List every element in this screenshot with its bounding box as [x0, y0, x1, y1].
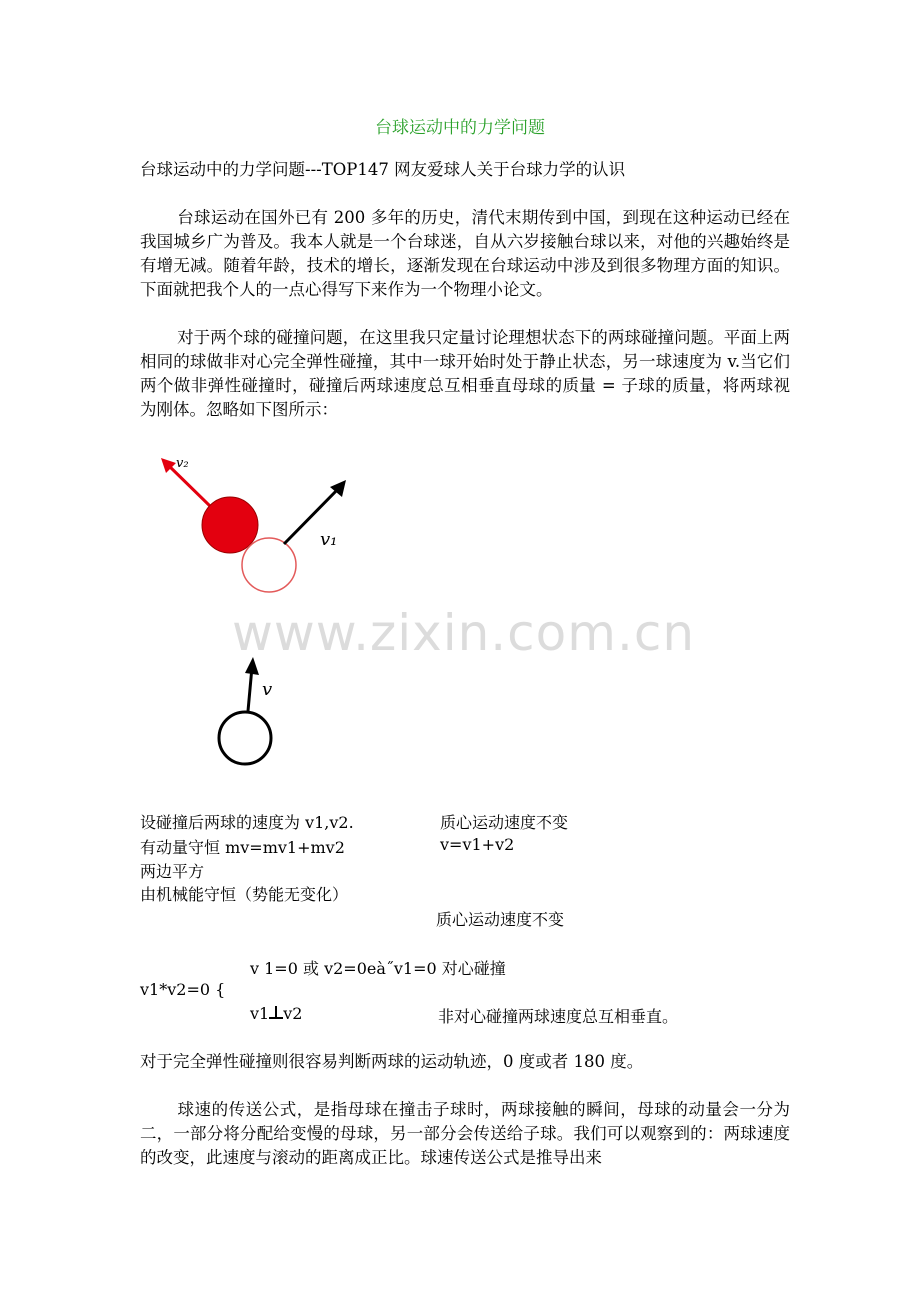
target-ball [242, 538, 296, 592]
paragraph-elastic: 对于完全弹性碰撞则很容易判断两球的运动轨迹，0 度或者 180 度。 [140, 1052, 644, 1071]
eq-case2-a: v1 [250, 1004, 270, 1023]
eq-case2-right: 非对心碰撞两球速度总互相垂直。 [438, 1007, 679, 1026]
paragraph-speed-transfer [140, 1098, 790, 1170]
eq-brace: v1*v2=0 { [140, 980, 226, 999]
perpendicular-symbol [269, 1006, 283, 1020]
paragraph-collision [140, 326, 790, 422]
eq-line2-right: v=v1+v2 [440, 835, 515, 854]
eq-line2-left: 有动量守恒 mv=mv1+mv2 [140, 838, 345, 857]
paragraph-collision-text: 对于两个球的碰撞问题，在这里我只定量讨论理想状态下的两球碰撞问题。平面上两相同的球做非对心完全弹性碰撞，其中一球开始时处于静止状态，另一球速度为 v.当它们两个做非弹性碰撞时，碰撞后两球速度总互相垂直母球的质量 = 子球的质量，将两球视为刚体。忽略如下图所示： [140, 328, 790, 419]
label-v2: v₂ [176, 456, 189, 471]
label-v1: v₁ [320, 529, 338, 550]
eq-line1-left: 设碰撞后两球的速度为 v1,v2. [140, 813, 354, 832]
paragraph-speed-transfer-text: 球速的传送公式，是指母球在撞击子球时，两球接触的瞬间，母球的动量会一分为二，一部分将分配给变慢的母球，另一部分会传送给子球。我们可以观察到的：两球速度的改变，此速度与滚动的距离成正比。球速传送公式是推导出来 [140, 1100, 790, 1167]
document-title: 台球运动中的力学问题 [375, 118, 545, 138]
label-v: v [262, 679, 273, 700]
eq-line3: 两边平方 [140, 862, 205, 881]
velocity-v-arrow [245, 657, 259, 711]
eq-line5-right: 质心运动速度不变 [436, 910, 565, 929]
cue-ball [219, 712, 271, 764]
eq-line1-right: 质心运动速度不变 [440, 813, 569, 832]
eq-case1: v 1=0 或 v2=0eà˝v1=0 对心碰撞 [250, 959, 506, 978]
subtitle: 台球运动中的力学问题---TOP147 网友爱球人关于台球力学的认识 [140, 160, 626, 179]
eq-case2-b: v2 [283, 1004, 303, 1023]
paragraph-intro [140, 206, 790, 302]
paragraph-intro-text: 台球运动在国外已有 200 多年的历史，清代末期传到中国，到现在这种运动已经在我国城乡广为普及。我本人就是一个台球迷，自从六岁接触台球以来，对他的兴趣始终是有增无减。随着年龄，技术的增长，逐渐发现在台球运动中涉及到很多物理方面的知识。下面就把我个人的一点心得写下来作为一个物理小论文。 [140, 208, 790, 299]
eq-case2 [250, 1004, 302, 1023]
red-ball [202, 497, 258, 553]
watermark: www.zixin.com.cn [232, 604, 696, 662]
eq-line4: 由机械能守恒（势能无变化） [140, 885, 349, 904]
